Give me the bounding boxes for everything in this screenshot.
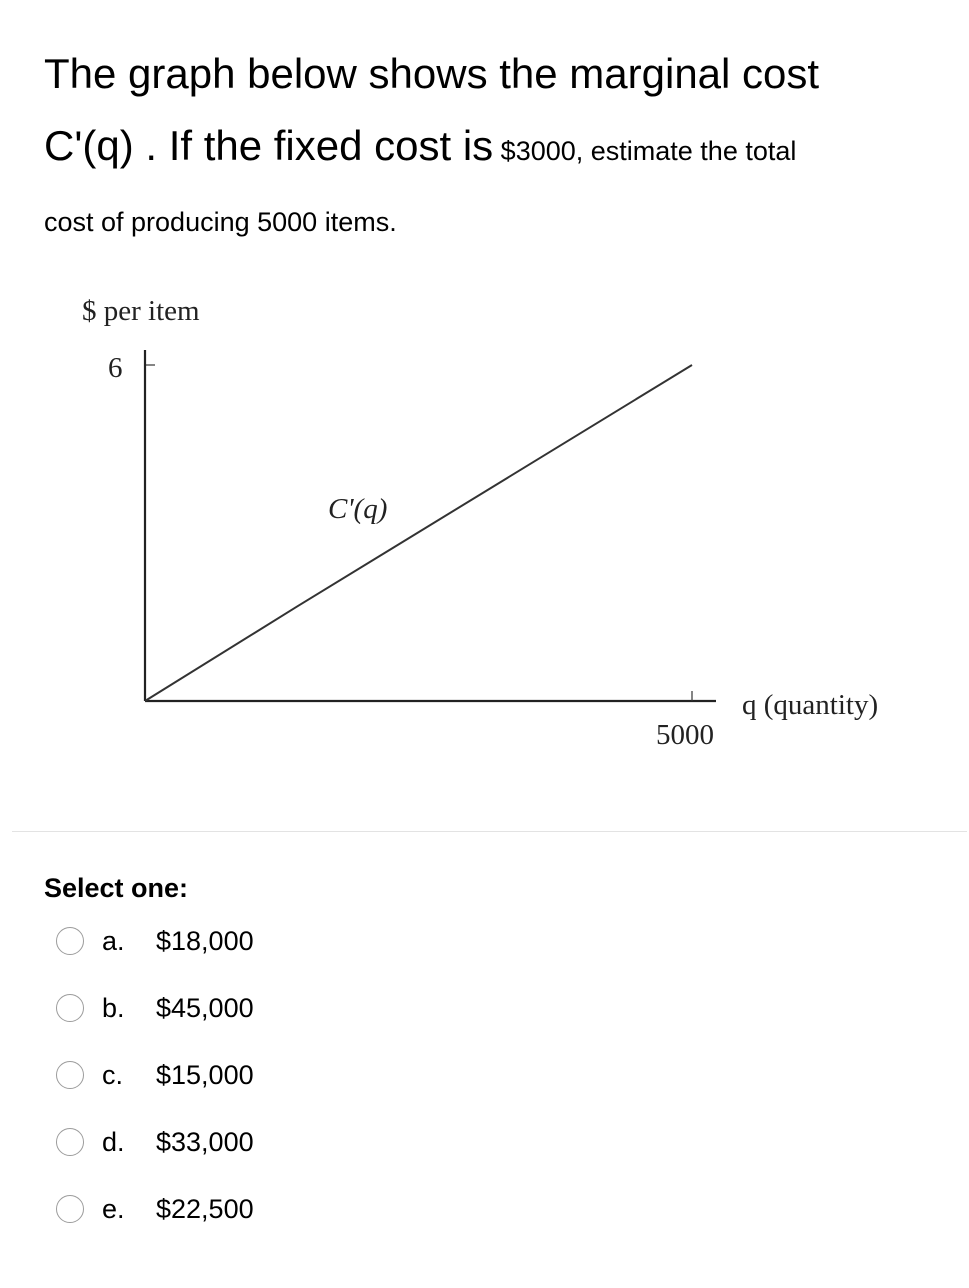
question-line-3: cost of producing 5000 items.: [44, 207, 397, 237]
option-c[interactable]: [56, 1055, 254, 1095]
option-e[interactable]: [56, 1189, 254, 1229]
marginal-cost-chart: [0, 270, 969, 770]
radio-button-icon[interactable]: [56, 994, 84, 1022]
option-text: $45,000: [156, 992, 254, 1023]
option-text: $15,000: [156, 1059, 254, 1090]
curve-label: C'(q): [328, 493, 388, 525]
question-line-2: [44, 122, 796, 170]
question-line-1: The graph below shows the marginal cost: [44, 50, 820, 97]
y-tick-label-6: 6: [108, 352, 123, 384]
option-text: $18,000: [156, 925, 254, 956]
radio-button-icon[interactable]: [56, 1195, 84, 1223]
option-letter: e.: [102, 1193, 125, 1224]
question-line-2-small: $3000, estimate the total: [493, 136, 797, 166]
option-letter: c.: [102, 1059, 124, 1090]
option-b[interactable]: [56, 988, 254, 1028]
option-letter: a.: [102, 925, 125, 956]
divider: [12, 831, 967, 832]
x-axis-label: q (quantity): [742, 689, 879, 721]
option-text: $33,000: [156, 1126, 254, 1157]
radio-button-icon[interactable]: [56, 1061, 84, 1089]
option-letter: d.: [102, 1126, 125, 1157]
option-d[interactable]: [56, 1122, 254, 1162]
option-text: $22,500: [156, 1193, 254, 1224]
select-one-label: Select one:: [44, 873, 189, 903]
radio-button-icon[interactable]: [56, 1128, 84, 1156]
option-a[interactable]: [56, 921, 254, 961]
option-letter: b.: [102, 992, 125, 1023]
x-tick-label-5000: 5000: [656, 719, 714, 751]
y-axis-label: $ per item: [82, 295, 200, 327]
marginal-cost-line: [145, 365, 692, 701]
radio-button-icon[interactable]: [56, 927, 84, 955]
question-line-2-large: C'(q) . If the fixed cost is: [44, 122, 494, 169]
